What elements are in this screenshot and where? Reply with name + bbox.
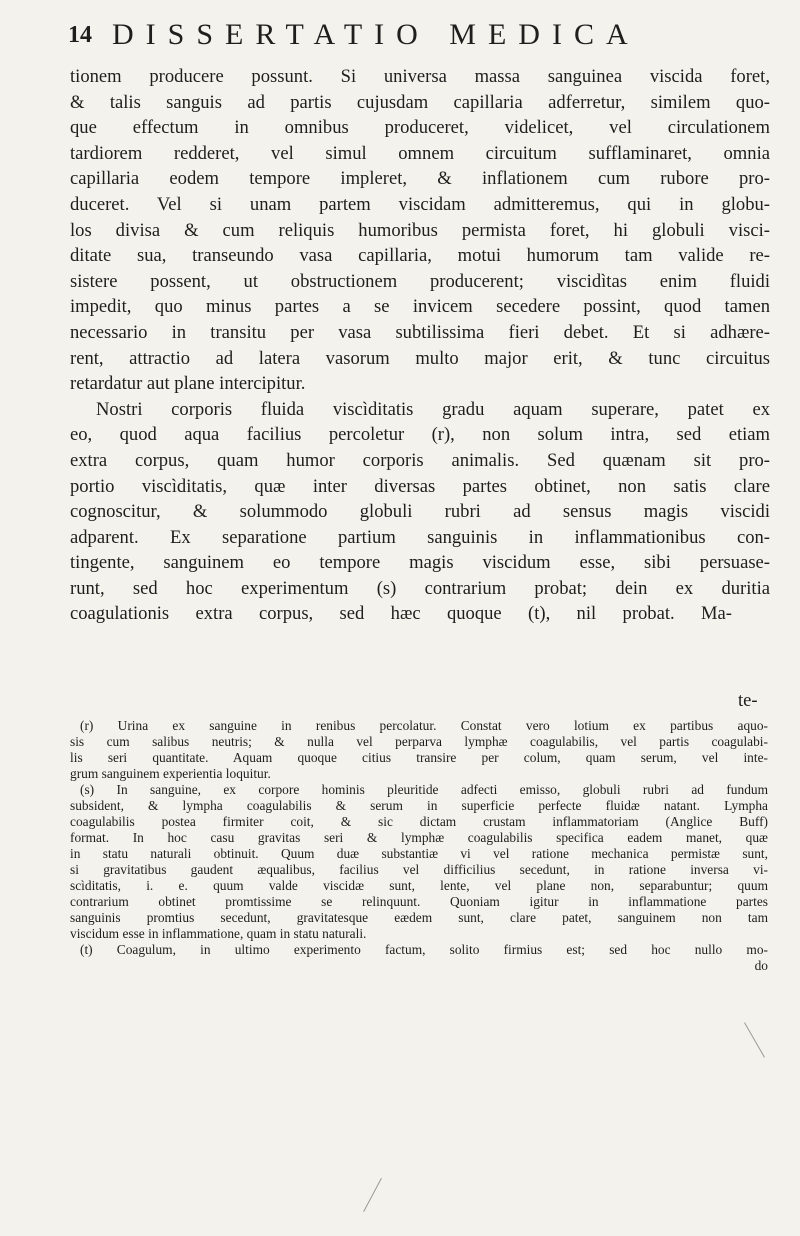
- text-line: coagulationis extra corpus, sed hæc quoque (t), nil probat. Ma-: [70, 603, 732, 625]
- text-line: tingente, sanguinem eo tempore magis viscidum esse, sibi persuase-: [70, 552, 770, 574]
- text-line: tionem producere possunt. Si universa massa sanguinea viscida foret,: [70, 66, 770, 87]
- text-line: capillaria eodem tempore impleret, & inflationem cum rubore pro-: [70, 168, 770, 190]
- text-line: los divisa & cum reliquis humoribus permista foret, hi globuli visci-: [70, 219, 770, 241]
- text-line: extra corpus, quam humor corporis animalis. Sed quænam sit pro-: [70, 449, 770, 471]
- text-line: Nostri corporis fluida viscìditatis gradu aquam superare, patet ex: [96, 398, 770, 420]
- footnote-line: sanguinis promtius secedunt, gravitatesque eædem sunt, clare patet, sanguinem non tam: [70, 910, 768, 925]
- text-line: rent, attractio ad latera vasorum multo major erit, & tunc circuitus: [70, 347, 770, 369]
- text-line: sistere possent, ut obstructionem producerent; viscidìtas enim fluidi: [70, 270, 770, 292]
- page-number: 14: [68, 22, 92, 48]
- running-title: DISSERTATIO MEDICA: [112, 18, 640, 51]
- main-text-block: [70, 64, 770, 627]
- text-line: adparent. Ex separatione partium sanguinis in inflammationibus con-: [70, 526, 770, 548]
- footnote-line: grum sanguinem experientia loquitur.: [70, 766, 271, 781]
- footnote-line: si gravitatibus gaudent æqualibus, facilius vel difficilius secedunt, in ratione inversa vi-: [70, 862, 768, 877]
- text-line: tardiorem redderet, vel simul omnem circuitum sufflaminaret, omnia: [70, 142, 770, 164]
- footnote-line: contrarium obtinet promtissime se relinquunt. Quoniam igitur in inflammatione partes: [70, 894, 768, 909]
- footnote-line: format. In hoc casu gravitas seri & lymphæ coagulabilis specifica eadem manet, quæ: [70, 830, 768, 845]
- footnote-line: subsident, & lympha coagulabilis & serum in superficie perfecte fluidæ natant. Lympha: [70, 798, 768, 813]
- footnotes-block: [70, 718, 768, 974]
- footnote-line: do: [754, 958, 768, 973]
- text-line: que effectum in omnibus produceret, videlicet, vel circulationem: [70, 117, 770, 139]
- paper-mark: [744, 1022, 765, 1057]
- text-line: ditate sua, transeundo vasa capillaria, motui humorum tam valide re-: [70, 245, 770, 267]
- text-line: necessario in transitu per vasa subtilissima fieri debet. Et si adhære-: [70, 321, 770, 343]
- text-line: runt, sed hoc experimentum (s) contrarium probat; dein ex duritia: [70, 577, 770, 599]
- footnote-line: lis seri quantitate. Aquam quoque citius transire per colum, quam serum, vel inte-: [70, 750, 768, 765]
- text-line: & talis sanguis ad partis cujusdam capillaria adferretur, similem quo-: [70, 91, 770, 113]
- catchword: te-: [738, 690, 758, 711]
- paper-mark: [363, 1178, 382, 1212]
- text-line: eo, quod aqua facilius percoletur (r), non solum intra, sed etiam: [70, 424, 770, 446]
- footnote-line: (r) Urina ex sanguine in renibus percolatur. Constat vero lotium ex partibus aquo-: [80, 718, 768, 733]
- footnote-line: (s) In sanguine, ex corpore hominis pleuritide adfecti emisso, globuli rubri ad fundum: [80, 782, 768, 797]
- footnote-line: (t) Coagulum, in ultimo experimento factum, solito firmius est; sed hoc nullo mo-: [80, 942, 768, 957]
- text-line: portio viscìditatis, quæ inter diversas partes obtinet, non satis clare: [70, 475, 770, 497]
- text-line: cognoscitur, & solummodo globuli rubri ad sensus magis viscidi: [70, 501, 770, 523]
- footnote-line: viscidum esse in inflammatione, quam in statu naturali.: [70, 926, 367, 941]
- footnote-line: scìditatis, i. e. quum valde viscidæ sunt, lente, vel plane non, separabuntur; quum: [70, 878, 768, 893]
- text-line: retardatur aut plane intercipitur.: [70, 373, 306, 395]
- text-line: impedit, quo minus partes a se invicem secedere possint, quod tamen: [70, 296, 770, 318]
- footnote-line: sis cum salibus neutris; & nulla vel perparva lymphæ coagulabilis, vel partis coagulabi-: [70, 734, 768, 749]
- footnote-line: in statu naturali obtinuit. Quum duæ substantiæ vi vel ratione mechanica permistæ sunt,: [70, 846, 768, 861]
- text-line: duceret. Vel si unam partem viscidam admitteremus, qui in globu-: [70, 193, 770, 215]
- page-header: [68, 16, 768, 56]
- footnote-line: coagulabilis postea firmiter coit, & sic dictam crustam inflammatoriam (Anglice Buff): [70, 814, 768, 829]
